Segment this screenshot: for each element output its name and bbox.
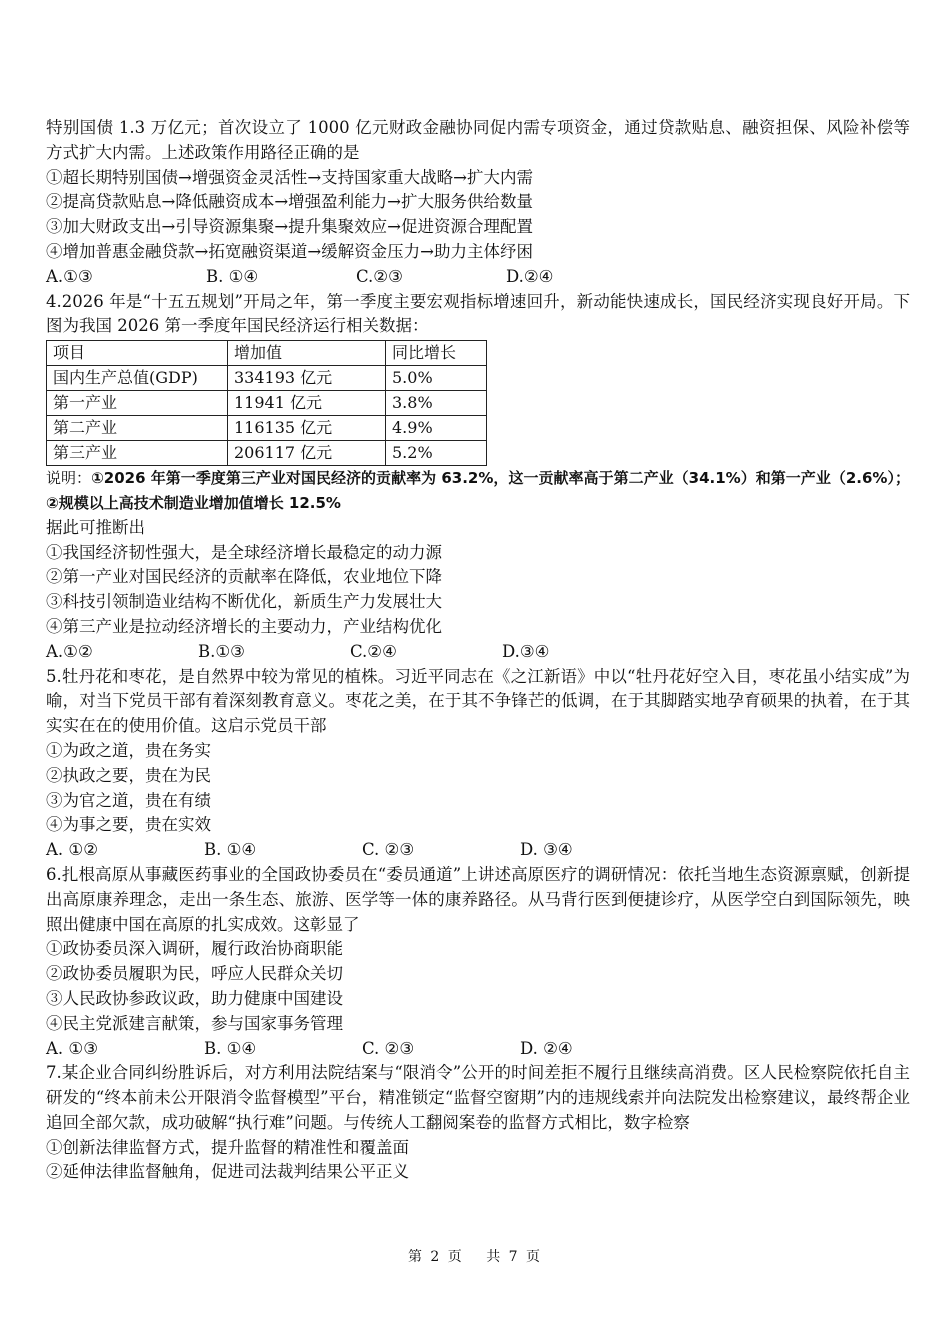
q4-option-a: A.①② [46, 641, 93, 661]
table-row [47, 391, 487, 416]
page-content [46, 116, 910, 1185]
q5-option-b: B. ①④ [204, 840, 257, 860]
q5-item-1: ①为政之道，贵在务实 [46, 740, 211, 760]
table-cell: 5.0% [386, 366, 487, 391]
q4-options [46, 640, 910, 665]
q5-stem: 5.牡丹花和枣花，是自然界中较为常见的植株。习近平同志在《之江新语》中以“牡丹花好空入目，枣花虽小结实成”为喻，对当下党员干部有着深刻教育意义。枣花之美，在于其不争锋芒的低调，在于其脚踏实地孕育硕果的执着，在于其实实在在的使用价值。这启示党员干部 [46, 666, 910, 736]
q5-options [46, 838, 910, 863]
table-cell: 11941 亿元 [228, 391, 386, 416]
q3-stem-continuation: 特别国债 1.3 万亿元；首次设立了 1000 亿元财政金融协同促内需专项资金，通过贷款贴息、融资担保、风险补偿等方式扩大内需。上述政策作用路径正确的是 [46, 118, 910, 162]
q3-item-2: ②提高贷款贴息→降低融资成本→增强盈利能力→扩大服务供给数量 [46, 192, 533, 212]
table-cell: 第二产业 [47, 416, 228, 441]
q4-item-2: ②第一产业对国民经济的贡献率在降低，农业地位下降 [46, 567, 442, 587]
q6-stem: 6.扎根高原从事藏医药事业的全国政协委员在“委员通道”上讲述高原医疗的调研情况：依托当地生态资源禀赋，创新提出高原康养理念，走出一条生态、旅游、医学等一体的康养路径。从马背行医到便捷诊疗，从医学空白到国际领先，映照出健康中国在高原的扎实成效。这彰显了 [46, 864, 910, 934]
table-row [47, 441, 487, 466]
q4-option-b: B.①③ [198, 641, 245, 661]
q5-option-a: A. ①② [46, 840, 98, 860]
q6-item-3: ③人民政协参政议政，助力健康中国建设 [46, 988, 343, 1008]
q5-item-3: ③为官之道，贵在有绩 [46, 790, 211, 810]
q4-note [46, 466, 910, 516]
table-row [47, 416, 487, 441]
table-cell: 国内生产总值(GDP) [47, 366, 228, 391]
q6-option-c: C. ②③ [362, 1038, 415, 1058]
q6-item-4: ④民主党派建言献策，参与国家事务管理 [46, 1013, 343, 1033]
q4-infer-prompt: 据此可推断出 [46, 517, 145, 537]
q3-item-1: ①超长期特别国债→增强资金灵活性→支持国家重大战略→扩大内需 [46, 167, 533, 187]
table-header-cell: 增加值 [228, 341, 386, 366]
q4-note-label: 说明： [46, 469, 92, 488]
q3-option-b: B. ①④ [206, 266, 259, 286]
q6-option-b: B. ①④ [204, 1038, 257, 1058]
table-cell: 116135 亿元 [228, 416, 386, 441]
q6-item-1: ①政协委员深入调研，履行政治协商职能 [46, 939, 343, 959]
q6-option-a: A. ①③ [46, 1038, 98, 1058]
q7-item-1: ①创新法律监督方式，提升监督的精准性和覆盖面 [46, 1137, 409, 1157]
q5-option-c: C. ②③ [362, 840, 415, 860]
q6-option-d: D. ②④ [520, 1038, 573, 1058]
q6-options [46, 1037, 910, 1062]
q4-data-table [46, 340, 487, 466]
q5-item-4: ④为事之要，贵在实效 [46, 815, 211, 835]
table-row [47, 366, 487, 391]
q7-item-2: ②延伸法律监督触角，促进司法裁判结果公平正义 [46, 1162, 409, 1182]
q3-item-4: ④增加普惠金融贷款→拓宽融资渠道→缓解资金压力→助力主体纾困 [46, 241, 533, 261]
q4-option-c: C.②④ [350, 641, 397, 661]
q7-stem: 7.某企业合同纠纷胜诉后，对方利用法院结案与“限消令”公开的时间差拒不履行且继续高消费。区人民检察院依托自主研发的“终本前未公开限消令监督模型”平台，精准锁定“监督空窗期”内的违规线索并向法院发出检察建议，最终帮企业追回全部欠款，成功破解“执行难”问题。与传统人工翻阅案卷的监督方式相比，数字检察 [46, 1063, 910, 1132]
q4-option-d: D.③④ [502, 641, 550, 661]
page-footer: 第 2 页 共 7 页 [407, 1249, 543, 1265]
q6-item-2: ②政协委员履职为民，呼应人民群众关切 [46, 964, 343, 984]
q3-options [46, 265, 910, 290]
q5-option-d: D. ③④ [520, 840, 573, 860]
table-header-cell: 同比增长 [386, 341, 487, 366]
q4-note-text: ①2026 年第一季度第三产业对国民经济的贡献率为 63.2%，这一贡献率高于第二产业（34.1%）和第一产业（2.6%）；②规模以上高技术制造业增加值增长 12.5% [46, 469, 910, 512]
q4-item-3: ③科技引领制造业结构不断优化，新质生产力发展壮大 [46, 592, 442, 612]
table-header-cell: 项目 [47, 341, 228, 366]
table-cell: 3.8% [386, 391, 487, 416]
q4-item-4: ④第三产业是拉动经济增长的主要动力，产业结构优化 [46, 616, 442, 636]
q4-stem: 4.2026 年是“十五五规划”开局之年，第一季度主要宏观指标增速回升，新动能快速成长，国民经济实现良好开局。下图为我国 2026 第一季度年国民经济运行相关数据： [46, 291, 910, 336]
q3-option-d: D.②④ [506, 266, 554, 286]
q4-item-1: ①我国经济韧性强大，是全球经济增长最稳定的动力源 [46, 542, 442, 562]
table-cell: 第三产业 [47, 441, 228, 466]
table-cell: 第一产业 [47, 391, 228, 416]
q3-option-c: C.②③ [356, 266, 403, 286]
q3-item-3: ③加大财政支出→引导资源集聚→提升集聚效应→促进资源合理配置 [46, 217, 533, 237]
table-header-row [47, 341, 487, 366]
table-cell: 4.9% [386, 416, 487, 441]
q5-item-2: ②执政之要，贵在为民 [46, 765, 211, 785]
table-cell: 334193 亿元 [228, 366, 386, 391]
table-cell: 5.2% [386, 441, 487, 466]
q3-option-a: A.①③ [46, 266, 93, 286]
table-cell: 206117 亿元 [228, 441, 386, 466]
